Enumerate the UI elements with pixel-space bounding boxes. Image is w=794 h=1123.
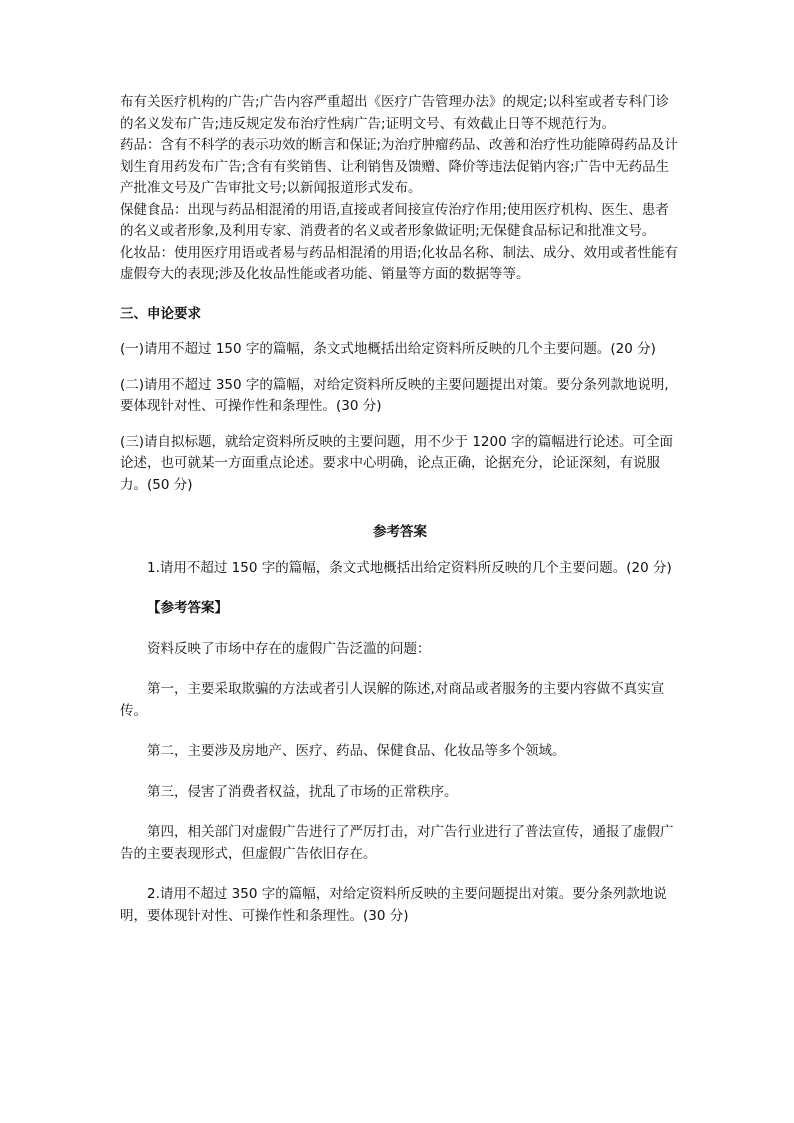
answer-paragraph: 第二，主要涉及房地产、医疗、药品、保健食品、化妆品等多个领域。 (147, 743, 566, 759)
section-heading: 三、申论要求 (120, 305, 201, 322)
answer-paragraph: 资料反映了市场中存在的虚假广告泛滥的问题： (147, 640, 431, 657)
intro-paragraph-health-food: 保健食品：出现与药品相混淆的用语,直接或者间接宣传治疗作用;使用医疗机构、医生、患者的名义或者形象,及利用专家、消费者的名义或者形象做证明;无保健食品标记和批准文号。 (120, 201, 669, 239)
document-page (120, 92, 680, 927)
answer-paragraph: 第四，相关部门对虚假广告进行了严厉打击，对广告行业进行了普法宣传，通报了虚假广告的主要表现形式，但虚假广告依旧存在。 (120, 824, 674, 862)
answer-paragraph: 第一，主要采取欺骗的方法或者引人误解的陈述,对商品或者服务的主要内容做不真实宣传。 (120, 681, 665, 719)
intro-paragraph-medical: 布有关医疗机构的广告;广告内容严重超出《医疗广告管理办法》的规定;以科室或者专科门诊的名义发布广告;违反规定发布治疗性病广告;证明文号、有效截止日等不规范行为。 (120, 94, 670, 132)
intro-paragraph-drugs: 药品：含有不科学的表示功效的断言和保证;为治疗肿瘤药品、改善和治疗性功能障碍药品及计划生育用药发布广告;含有有奖销售、让利销售及馈赠、降价等违法促销内容;广告中无药品生产批准文号及广告审批文号;以新闻报道形式发布。 (120, 137, 679, 196)
requirement-1: (一)请用不超过 150 字的篇幅，条文式地概括出给定资料所反映的几个主要问题。(20 分) (120, 341, 656, 357)
answer-title: 参考答案 (373, 524, 427, 540)
question-1: 1.请用不超过 150 字的篇幅，条文式地概括出给定资料所反映的几个主要问题。(20 分) (147, 559, 672, 576)
question-2: 2.请用不超过 350 字的篇幅，对给定资料所反映的主要问题提出对策。要分条列款地说明，要体现针对性、可操作性和条理性。(30 分) (120, 886, 667, 924)
requirement-2: (二)请用不超过 350 字的篇幅，对给定资料所反映的主要问题提出对策。要分条列款地说明, 要体现针对性、可操作性和条理性。(30 分) (120, 376, 669, 414)
answer-label: 【参考答案】 (147, 600, 228, 616)
answer-paragraph: 第三，侵害了消费者权益，扰乱了市场的正常秩序。 (147, 783, 458, 800)
requirement-3: (三)请自拟标题，就给定资料所反映的主要问题，用不少于 1200 字的篇幅进行论述。可全面论述，也可就某一方面重点论述。要求中心明确，论点正确，论据充分，论证深刻，有说服力。(50 分) (120, 433, 673, 493)
intro-paragraph-cosmetics: 化妆品：使用医疗用语或者易与药品相混淆的用语;化妆品名称、制法、成分、效用或者性能有虚假夸大的表现;涉及化妆品性能或者功能、销量等方面的数据等等。 (120, 244, 679, 282)
intro-block (120, 92, 680, 286)
